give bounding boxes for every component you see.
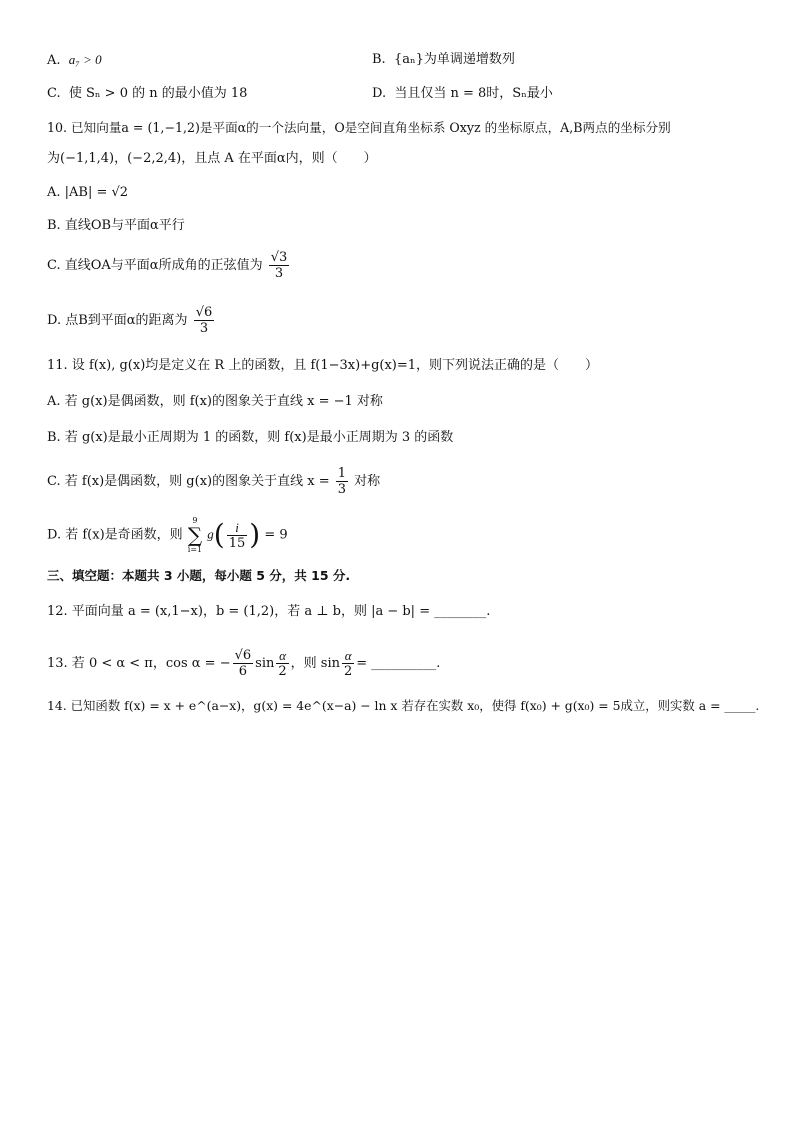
q10-option-d-text: D. 点B到平面α的距离为	[47, 313, 188, 328]
q11-option-c	[47, 466, 380, 497]
q12-stem: 12. 平面向量 a = (x,1−x)，b = (1,2)，若 a ⊥ b，则 |a − b| = ________.	[47, 604, 491, 619]
fraction-numerator: √3	[270, 250, 288, 265]
fraction-denominator: 15	[228, 535, 246, 551]
q9-option-c-text: 使 Sₙ > 0 的 n 的最小值为 18	[68, 86, 248, 101]
fraction-denominator: 6	[238, 664, 248, 679]
q13-fraction-3	[342, 648, 354, 679]
summation-upper-limit: 9	[192, 516, 198, 525]
q10-option-a: A. |AB| = √2	[47, 185, 129, 200]
fraction-numerator: i	[227, 520, 248, 536]
q9-option-a-text: A.	[47, 53, 61, 68]
q14-stem: 14. 已知函数 f(x) = x + e^(a−x)，g(x) = 4e^(x−a) − ln x 若存在实数 x₀，使得 f(x₀) + g(x₀) = 5成立，则实数 a = _____.	[47, 698, 760, 713]
q9-option-c	[47, 85, 247, 103]
q10-option-d-fraction	[194, 305, 215, 336]
q9-option-d	[372, 85, 553, 103]
q13-text-b: sin	[255, 656, 275, 671]
q9-option-d-text: 当且仅当 n = 8时，Sₙ最小	[394, 86, 553, 101]
summation-sign: 9 ∑ i=1	[187, 516, 203, 554]
q9-option-d-label: D.	[372, 86, 387, 101]
fraction-numerator: √6	[195, 305, 213, 320]
q9-option-b	[372, 51, 515, 69]
q11-stem: 11. 设 f(x), g(x)均是定义在 R 上的函数，且 f(1−3x)+g(x)=1，则下列说法正确的是（ ）	[47, 358, 599, 373]
q13-text-a: 13. 若 0 < α < π，cos α = −	[47, 656, 231, 671]
summation-lower-limit: i=1	[187, 545, 203, 554]
q13-fraction-2	[276, 648, 288, 679]
fraction-denominator: 3	[337, 482, 347, 497]
q13-fraction-1	[233, 648, 254, 679]
q9-option-b-label: B.	[372, 52, 386, 67]
q10-option-c	[47, 250, 291, 281]
q9-option-c-label: C.	[47, 86, 61, 101]
q10-option-c-text: C. 直线OA与平面α所成角的正弦值为	[47, 258, 263, 273]
q11-option-d: D. 若 f(x)是奇函数，则 9 ∑ i=1 g( $\frac{i}{15}$ ) = 9	[47, 516, 288, 554]
q13-stem	[47, 648, 440, 679]
q11-option-d-text: D. 若 f(x)是奇函数，则	[47, 527, 183, 543]
fraction-numerator: √6	[234, 648, 252, 663]
q9-option-b-text: {aₙ}为单调递增数列	[393, 52, 515, 67]
fraction-denominator: 2	[343, 664, 353, 679]
fraction-denominator: 2	[278, 664, 287, 679]
q11-option-a: A. 若 g(x)是偶函数，则 f(x)的图象关于直线 x = −1 对称	[47, 394, 383, 409]
q11-option-d-tail: = 9	[264, 527, 288, 543]
fraction-numerator: α	[342, 648, 354, 664]
fraction-numerator: α	[276, 648, 288, 664]
q10-option-b: B. 直线OB与平面α平行	[47, 218, 185, 233]
q10-stem-line1: 10. 已知向量a = (1,−1,2)是平面α的一个法向量，O是空间直角坐标系 Oxyz 的坐标原点，A,B两点的坐标分别	[47, 120, 671, 135]
q10-option-c-fraction	[269, 250, 290, 281]
q9-option-a	[47, 51, 102, 70]
section-heading: 三、填空题：本题共 3 小题，每小题 5 分，共 15 分.	[47, 568, 351, 583]
q11-option-d-fraction	[227, 520, 248, 551]
q10-option-d	[47, 305, 216, 336]
fraction-denominator: 3	[274, 266, 284, 281]
q13-text-d: = __________.	[356, 656, 441, 671]
q11-option-b: B. 若 g(x)是最小正周期为 1 的函数，则 f(x)是最小正周期为 3 的函数	[47, 430, 454, 445]
q10-stem-line2: 为(−1,1,4)，(−2,2,4)，且点 A 在平面α内，则（ ）	[47, 151, 377, 166]
q9-option-a-math: a₇ > 0	[68, 52, 102, 67]
q13-text-c: ，则 sin	[290, 656, 340, 671]
q11-option-c-tail: 对称	[354, 474, 381, 489]
fraction-numerator: 1	[337, 466, 347, 481]
q11-option-c-text: C. 若 f(x)是偶函数，则 g(x)的图象关于直线 x =	[47, 474, 330, 489]
fraction-denominator: 3	[199, 321, 209, 336]
q11-option-c-fraction	[336, 466, 348, 497]
